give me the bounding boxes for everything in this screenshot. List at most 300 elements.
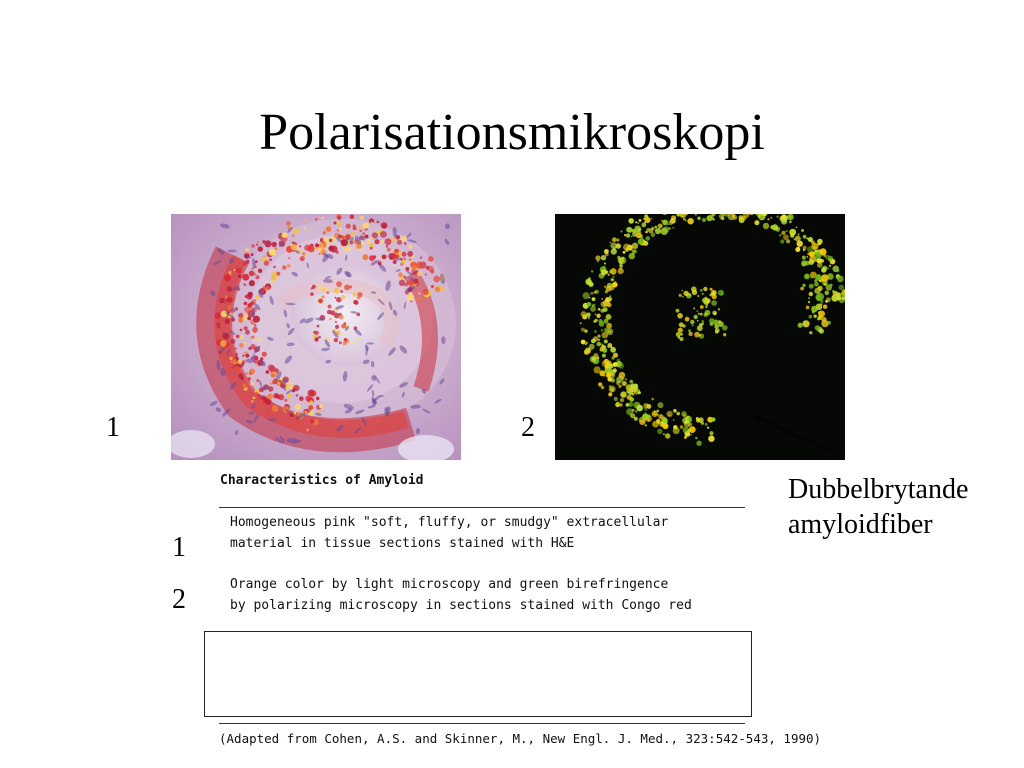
congo-deposit <box>387 248 391 252</box>
birefringent-fiber <box>588 317 590 319</box>
congo-deposit <box>247 377 250 380</box>
birefringent-fiber <box>595 255 600 260</box>
congo-deposit <box>358 226 362 230</box>
congo-deposit <box>265 410 271 416</box>
birefringent-fiber <box>696 310 698 312</box>
birefringent-fiber <box>832 290 835 293</box>
congo-deposit <box>284 422 286 424</box>
congo-deposit <box>371 237 374 240</box>
congo-deposit <box>363 223 369 229</box>
birefringent-fiber <box>611 346 613 348</box>
table-row-2-line-1: Orange color by light microscopy and green birefringence <box>230 577 669 592</box>
birefringent-fiber <box>823 305 827 309</box>
birefringent-fiber <box>688 329 691 332</box>
congo-deposit <box>227 286 233 292</box>
birefringent-fiber <box>811 306 818 313</box>
congo-deposit <box>266 370 269 373</box>
birefringent-fiber <box>616 402 620 406</box>
congo-deposit <box>428 256 434 262</box>
congo-deposit <box>296 394 299 397</box>
birefringent-fiber <box>627 395 632 400</box>
congo-deposit <box>401 236 407 242</box>
congo-deposit <box>326 291 329 294</box>
birefringent-fiber <box>623 244 630 251</box>
birefringent-fiber <box>644 221 646 223</box>
congo-deposit <box>233 269 235 271</box>
congo-deposit <box>397 240 402 245</box>
birefringent-fiber <box>588 282 593 287</box>
congo-deposit <box>257 241 259 243</box>
birefringent-fiber <box>787 214 794 220</box>
congo-deposit <box>339 313 342 316</box>
birefringent-fiber <box>590 306 596 312</box>
congo-deposit <box>420 256 422 258</box>
birefringent-fiber <box>754 220 759 225</box>
congo-deposit <box>252 267 254 269</box>
birefringent-fiber <box>633 385 638 390</box>
birefringent-fiber <box>655 228 661 234</box>
congo-deposit <box>214 313 220 319</box>
birefringent-fiber <box>606 299 609 302</box>
congo-deposit <box>238 274 242 278</box>
birefringent-fiber <box>700 305 704 309</box>
annotation-line-1: Dubbelbrytande <box>788 474 969 505</box>
annotation-text <box>788 472 968 542</box>
congo-deposit <box>408 245 412 249</box>
congo-deposit <box>315 331 319 335</box>
birefringent-fiber <box>817 318 820 321</box>
birefringent-fiber <box>679 294 682 297</box>
congo-deposit <box>423 289 429 295</box>
congo-deposit <box>225 296 228 299</box>
congo-deposit <box>225 319 230 324</box>
birefringent-fiber <box>665 433 670 438</box>
table-row-2-line-2: by polarizing microscopy in sections stained with Congo red <box>230 598 692 613</box>
congo-deposit <box>304 227 307 230</box>
birefringent-fiber <box>616 238 619 241</box>
congo-deposit <box>341 324 346 329</box>
birefringent-fiber <box>587 350 590 353</box>
birefringent-fiber <box>609 270 612 273</box>
congo-deposit <box>326 226 332 232</box>
birefringent-fiber <box>600 309 604 313</box>
congo-deposit <box>291 388 293 390</box>
birefringent-fiber <box>636 405 643 412</box>
birefringent-fiber <box>786 230 788 232</box>
birefringent-fiber <box>685 420 688 423</box>
congo-deposit <box>323 231 326 234</box>
birefringent-fiber <box>689 426 696 433</box>
congo-deposit <box>264 260 269 265</box>
congo-deposit <box>348 247 351 250</box>
birefringent-fiber <box>618 268 624 274</box>
birefringent-fiber <box>639 219 642 222</box>
birefringent-fiber <box>630 413 635 418</box>
birefringent-fiber <box>614 397 618 401</box>
birefringent-fiber <box>644 408 647 411</box>
congo-deposit <box>258 269 262 273</box>
birefringent-fiber <box>683 218 686 221</box>
birefringent-fiber <box>597 357 599 359</box>
birefringent-fiber <box>652 411 658 417</box>
congo-deposit <box>319 253 321 255</box>
congo-deposit <box>271 280 274 283</box>
birefringent-fiber <box>658 414 663 419</box>
birefringent-fiber <box>809 315 813 319</box>
congo-deposit <box>288 257 290 259</box>
birefringent-fiber <box>606 372 611 377</box>
birefringent-fiber <box>687 218 693 224</box>
congo-deposit <box>265 281 267 283</box>
congo-deposit <box>309 405 314 410</box>
congo-deposit <box>362 232 365 235</box>
birefringent-fiber <box>637 222 639 224</box>
congo-deposit <box>341 295 345 299</box>
birefringent-fiber <box>700 289 703 292</box>
congo-deposit <box>318 336 321 339</box>
birefringent-fiber <box>825 255 830 260</box>
birefringent-fiber <box>718 321 724 327</box>
congo-deposit <box>431 285 434 288</box>
birefringent-fiber <box>661 220 663 222</box>
birefringent-fiber <box>779 234 782 237</box>
birefringent-fiber <box>655 226 658 229</box>
birefringent-fiber <box>818 287 820 289</box>
birefringent-fiber <box>669 414 671 416</box>
birefringent-fiber <box>680 333 683 336</box>
birefringent-fiber <box>600 370 606 376</box>
birefringent-fiber <box>800 287 804 291</box>
birefringent-fiber <box>619 264 623 268</box>
birefringent-fiber <box>801 229 804 232</box>
micrograph-brightfield <box>171 214 461 460</box>
congo-deposit <box>339 341 342 344</box>
birefringent-fiber <box>613 362 618 367</box>
birefringent-fiber <box>635 221 637 223</box>
congo-deposit <box>231 339 236 344</box>
birefringent-fiber <box>663 226 669 232</box>
congo-deposit <box>290 382 293 385</box>
birefringent-fiber <box>604 249 609 254</box>
birefringent-fiber <box>723 333 726 336</box>
row-label-1: 1 <box>172 532 186 563</box>
birefringent-fiber <box>809 284 814 289</box>
congo-deposit <box>417 297 421 301</box>
congo-deposit <box>335 321 337 323</box>
birefringent-fiber <box>808 297 810 299</box>
congo-deposit <box>317 325 320 328</box>
birefringent-fiber <box>612 237 617 242</box>
congo-deposit <box>246 354 250 358</box>
congo-deposit <box>369 255 375 261</box>
birefringent-fiber <box>608 274 610 276</box>
birefringent-fiber <box>620 230 622 232</box>
congo-deposit <box>293 412 296 415</box>
congo-deposit <box>324 287 329 292</box>
congo-deposit <box>255 275 259 279</box>
congo-deposit <box>310 292 314 296</box>
slide-title: Polarisationsmikroskopi <box>259 104 765 161</box>
birefringent-fiber <box>702 218 706 222</box>
birefringent-fiber <box>824 283 826 285</box>
birefringent-fiber <box>825 300 828 303</box>
birefringent-fiber <box>685 317 690 322</box>
congo-deposit <box>249 368 255 374</box>
birefringent-fiber <box>702 298 707 303</box>
congo-deposit <box>255 392 258 395</box>
birefringent-fiber <box>658 402 664 408</box>
birefringent-fiber <box>622 381 627 386</box>
birefringent-fiber <box>606 286 612 292</box>
congo-deposit <box>278 394 284 400</box>
birefringent-fiber <box>696 441 701 446</box>
birefringent-fiber <box>620 398 624 402</box>
congo-deposit <box>335 297 337 299</box>
congo-deposit <box>305 395 311 401</box>
birefringent-fiber <box>676 412 680 416</box>
congo-deposit <box>379 260 381 262</box>
birefringent-fiber <box>810 276 813 279</box>
birefringent-fiber <box>690 434 692 436</box>
birefringent-fiber <box>704 313 708 317</box>
congo-deposit <box>229 357 232 360</box>
birefringent-fiber <box>638 391 641 394</box>
congo-deposit <box>245 330 250 335</box>
birefringent-fiber <box>591 270 593 272</box>
congo-deposit <box>253 397 256 400</box>
congo-deposit <box>294 420 301 427</box>
birefringent-fiber <box>638 239 644 245</box>
congo-deposit <box>245 372 248 375</box>
birefringent-fiber <box>711 300 717 306</box>
birefringent-fiber <box>601 298 603 300</box>
congo-deposit <box>238 359 243 364</box>
congo-deposit <box>359 216 364 221</box>
birefringent-fiber <box>710 288 713 291</box>
congo-deposit <box>229 271 232 274</box>
birefringent-fiber <box>808 301 810 303</box>
birefringent-fiber <box>622 393 625 396</box>
congo-deposit <box>244 326 248 330</box>
congo-deposit <box>305 219 307 221</box>
birefringent-fiber <box>594 291 597 294</box>
congo-deposit <box>225 301 228 304</box>
congo-deposit <box>220 340 226 346</box>
congo-deposit <box>236 335 240 339</box>
congo-deposit <box>382 255 387 260</box>
birefringent-fiber <box>594 319 597 322</box>
birefringent-fiber <box>622 378 625 381</box>
congo-deposit <box>256 379 259 382</box>
birefringent-fiber <box>632 252 635 255</box>
congo-deposit <box>295 404 301 410</box>
congo-deposit <box>425 273 427 275</box>
birefringent-fiber <box>776 216 778 218</box>
birefringent-fiber <box>818 243 821 246</box>
birefringent-fiber <box>611 356 614 359</box>
congo-deposit <box>230 360 233 363</box>
birefringent-fiber <box>781 218 787 224</box>
congo-deposit <box>251 336 254 339</box>
congo-deposit <box>262 352 267 357</box>
annotation-arrow <box>748 412 840 458</box>
congo-deposit <box>339 227 342 230</box>
birefringent-fiber <box>682 296 684 298</box>
congo-deposit <box>242 274 249 281</box>
congo-deposit <box>329 318 331 320</box>
birefringent-fiber <box>803 235 807 239</box>
birefringent-fiber <box>626 390 629 393</box>
birefringent-fiber <box>816 293 824 301</box>
birefringent-fiber <box>798 323 803 328</box>
birefringent-fiber <box>625 378 627 380</box>
birefringent-fiber <box>795 236 801 242</box>
birefringent-fiber <box>604 263 606 265</box>
birefringent-fiber <box>767 218 769 220</box>
congo-deposit <box>428 266 434 272</box>
birefringent-fiber <box>692 324 694 326</box>
birefringent-fiber <box>632 409 635 412</box>
congo-deposit <box>346 224 351 229</box>
congo-deposit <box>248 303 253 308</box>
birefringent-fiber <box>780 239 784 243</box>
annotation-line-2: amyloidfiber <box>788 509 933 540</box>
birefringent-fiber <box>630 380 634 384</box>
birefringent-fiber <box>599 321 605 327</box>
congo-deposit <box>304 245 310 251</box>
birefringent-fiber <box>697 295 699 297</box>
congo-deposit <box>257 337 261 341</box>
birefringent-fiber <box>677 313 683 319</box>
birefringent-fiber <box>770 217 772 219</box>
birefringent-fiber <box>639 419 645 425</box>
birefringent-fiber <box>781 231 785 235</box>
congo-deposit <box>264 291 266 293</box>
birefringent-fiber <box>616 376 623 383</box>
congo-deposit <box>433 276 440 283</box>
congo-deposit <box>299 255 301 257</box>
birefringent-fiber <box>609 242 611 244</box>
birefringent-fiber <box>607 303 612 308</box>
birefringent-fiber <box>598 308 600 310</box>
birefringent-fiber <box>673 419 675 421</box>
birefringent-fiber <box>676 309 680 313</box>
congo-deposit <box>380 231 387 238</box>
birefringent-fiber <box>694 315 698 319</box>
congo-deposit <box>418 292 420 294</box>
birefringent-fiber <box>610 242 617 249</box>
citation: (Adapted from Cohen, A.S. and Skinner, M., New Engl. J. Med., 323:542-543, 1990) <box>219 731 822 746</box>
congo-deposit <box>331 246 338 253</box>
congo-deposit <box>321 217 324 220</box>
birefringent-fiber <box>592 297 596 301</box>
empty-frame <box>204 631 752 717</box>
congo-deposit <box>399 280 405 286</box>
birefringent-fiber <box>598 339 600 341</box>
birefringent-fiber <box>606 314 612 320</box>
congo-deposit <box>263 286 266 289</box>
congo-deposit <box>239 335 244 340</box>
congo-deposit <box>293 385 300 392</box>
congo-deposit <box>357 337 360 340</box>
congo-deposit <box>343 246 349 252</box>
congo-deposit <box>271 374 275 378</box>
birefringent-fiber <box>814 252 821 259</box>
congo-deposit <box>405 267 409 271</box>
congo-deposit <box>272 405 279 412</box>
birefringent-fiber <box>705 423 708 426</box>
congo-deposit <box>265 286 270 291</box>
congo-deposit <box>377 231 379 233</box>
congo-deposit <box>294 228 299 233</box>
birefringent-fiber <box>673 409 677 413</box>
congo-deposit <box>245 260 249 264</box>
birefringent-fiber <box>672 227 674 229</box>
birefringent-fiber <box>709 431 713 435</box>
congo-deposit <box>410 300 412 302</box>
congo-deposit <box>282 232 288 238</box>
congo-deposit <box>240 329 243 332</box>
birefringent-fiber <box>695 437 697 439</box>
congo-deposit <box>375 239 380 244</box>
birefringent-fiber <box>594 330 597 333</box>
birefringent-fiber <box>645 424 647 426</box>
birefringent-fiber <box>601 343 604 346</box>
congo-deposit <box>402 252 407 257</box>
birefringent-fiber <box>602 354 606 358</box>
birefringent-fiber <box>601 329 603 331</box>
congo-deposit <box>256 244 258 246</box>
birefringent-fiber <box>832 266 839 273</box>
congo-deposit <box>321 243 324 246</box>
congo-deposit <box>299 245 301 247</box>
birefringent-fiber <box>818 311 825 318</box>
birefringent-fiber <box>617 359 621 363</box>
congo-deposit <box>352 292 356 296</box>
congo-deposit <box>318 299 323 304</box>
birefringent-fiber <box>663 433 665 435</box>
birefringent-fiber <box>601 269 607 275</box>
birefringent-fiber <box>666 411 672 417</box>
congo-deposit <box>235 348 237 350</box>
birefringent-fiber <box>681 411 687 417</box>
birefringent-fiber <box>718 308 720 310</box>
congo-deposit <box>353 341 356 344</box>
congo-deposit <box>239 343 244 348</box>
birefringent-fiber <box>626 403 630 407</box>
congo-deposit <box>404 242 406 244</box>
congo-deposit <box>336 297 341 302</box>
congo-deposit <box>362 254 368 260</box>
birefringent-fiber <box>804 274 810 280</box>
birefringent-fiber <box>612 276 614 278</box>
congo-deposit <box>284 399 287 402</box>
congo-deposit <box>292 235 295 238</box>
congo-deposit <box>377 221 380 224</box>
congo-deposit <box>407 294 414 301</box>
congo-deposit <box>315 243 319 247</box>
birefringent-fiber <box>689 294 691 296</box>
birefringent-fiber <box>628 218 634 224</box>
congo-deposit <box>288 393 292 397</box>
congo-deposit <box>269 259 272 262</box>
birefringent-fiber <box>701 323 704 326</box>
birefringent-fiber <box>604 286 606 288</box>
congo-deposit <box>328 305 332 309</box>
table-row-1-line-1: Homogeneous pink "soft, fluffy, or smudgy" extracellular <box>230 515 669 530</box>
birefringent-fiber <box>707 427 709 429</box>
congo-deposit <box>341 235 345 239</box>
